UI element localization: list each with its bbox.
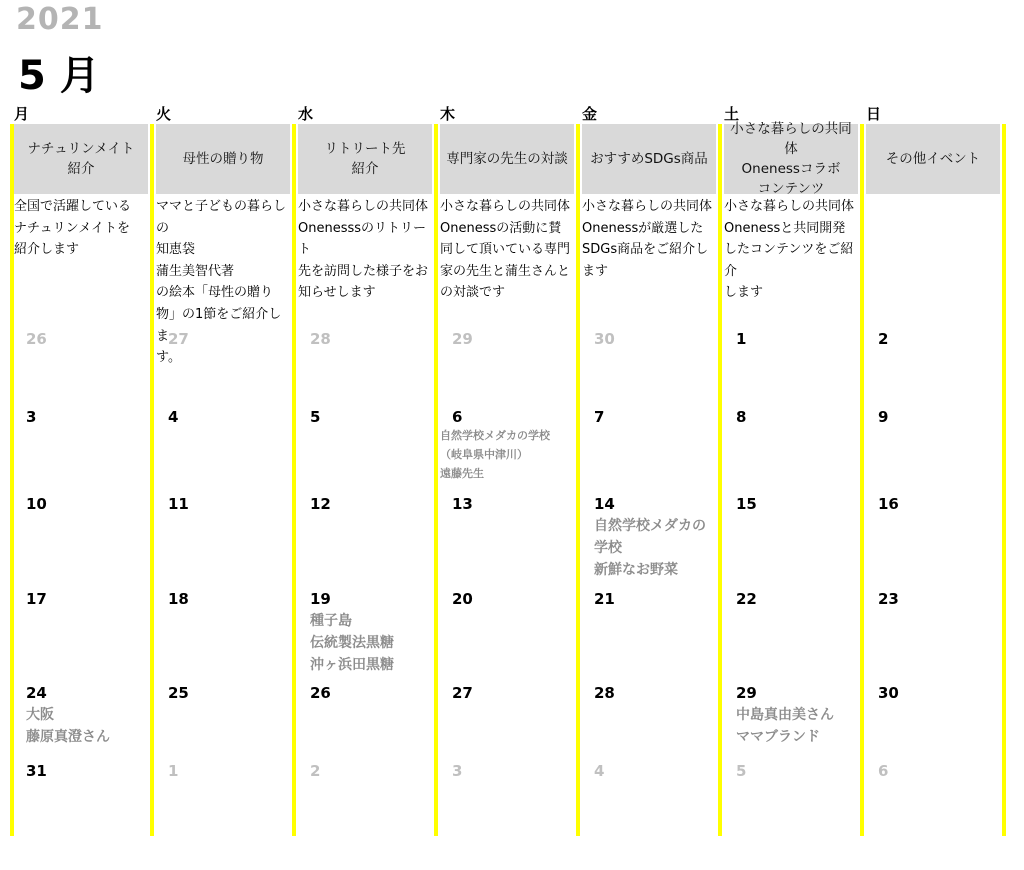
event-note: 種子島 伝統製法黒糖 沖ヶ浜田黒糖 xyxy=(310,613,394,673)
day-number: 27 xyxy=(168,330,189,348)
weekday-label: 土 xyxy=(724,105,740,123)
event-note: 自然学校メダカの学校 （岐阜県中津川） 遠藤先生 xyxy=(440,429,550,480)
day-number: 15 xyxy=(736,495,757,513)
day-number: 24 xyxy=(26,684,47,702)
day-number: 22 xyxy=(736,590,757,608)
day-number: 26 xyxy=(310,684,331,702)
day-number: 5 xyxy=(736,762,747,780)
day-number: 30 xyxy=(878,684,899,702)
day-number: 25 xyxy=(168,684,189,702)
day-number: 7 xyxy=(594,408,605,426)
column-divider xyxy=(576,124,580,836)
day-number: 23 xyxy=(878,590,899,608)
day-number: 21 xyxy=(594,590,615,608)
day-number: 3 xyxy=(452,762,463,780)
category-header: リトリート先 紹介 xyxy=(298,124,432,194)
day-number: 31 xyxy=(26,762,47,780)
event-note: 自然学校メダカの 学校 新鮮なお野菜 xyxy=(594,518,706,578)
category-description: 小さな暮らしの共同体 Onenessの活動に賛 同して頂いている専門 家の先生と蒲生さんと の対談です xyxy=(440,199,571,301)
category-description: ママと子どもの暮らしの 知恵袋 蒲生美智代著 の絵本「母性の贈り 物」の1節をご紹介しま す。 xyxy=(156,199,287,366)
event-note: 大阪 藤原真澄さん xyxy=(26,707,110,745)
day-number: 27 xyxy=(452,684,473,702)
day-number: 2 xyxy=(310,762,321,780)
day-number: 20 xyxy=(452,590,473,608)
weekday-label: 金 xyxy=(582,105,598,123)
category-header: 小さな暮らしの共同体 Onenessコラボ コンテンツ xyxy=(724,124,858,194)
day-number: 13 xyxy=(452,495,473,513)
category-header: その他イベント xyxy=(866,124,1000,194)
day-number: 6 xyxy=(878,762,889,780)
month-title: 5 月 xyxy=(18,53,100,99)
category-header: ナチュリンメイト 紹介 xyxy=(14,124,148,194)
day-number: 17 xyxy=(26,590,47,608)
category-description: 小さな暮らしの共同体 Onenessと共同開発 したコンテンツをご紹介 します xyxy=(724,199,855,301)
column-divider xyxy=(860,124,864,836)
column-divider xyxy=(434,124,438,836)
category-description: 小さな暮らしの共同体 Onenessが厳選した SDGs商品をご紹介し ます xyxy=(582,199,713,279)
day-number: 3 xyxy=(26,408,37,426)
column-divider xyxy=(150,124,154,836)
day-number: 5 xyxy=(310,408,321,426)
day-number: 28 xyxy=(594,684,615,702)
weekday-label: 火 xyxy=(156,105,172,123)
day-number: 4 xyxy=(168,408,179,426)
category-description: 小さな暮らしの共同体 Onenesssのリトリート 先を訪問した様子をお 知らせします xyxy=(298,199,429,301)
weekday-label: 木 xyxy=(440,105,456,123)
category-description: 全国で活躍している ナチュリンメイトを 紹介します xyxy=(14,199,132,258)
day-number: 11 xyxy=(168,495,189,513)
category-header: 専門家の先生の対談 xyxy=(440,124,574,194)
category-header: 母性の贈り物 xyxy=(156,124,290,194)
day-number: 14 xyxy=(594,495,615,513)
day-number: 26 xyxy=(26,330,47,348)
day-number: 4 xyxy=(594,762,605,780)
column-divider xyxy=(1002,124,1006,836)
category-header: おすすめSDGs商品 xyxy=(582,124,716,194)
year-label: 2021 xyxy=(16,2,104,37)
column-divider xyxy=(718,124,722,836)
day-number: 10 xyxy=(26,495,47,513)
weekday-label: 日 xyxy=(866,105,882,123)
day-number: 1 xyxy=(736,330,747,348)
day-number: 29 xyxy=(736,684,757,702)
column-divider xyxy=(292,124,296,836)
day-number: 2 xyxy=(878,330,889,348)
weekday-label: 月 xyxy=(14,105,30,123)
day-number: 16 xyxy=(878,495,899,513)
day-number: 6 xyxy=(452,408,463,426)
day-number: 12 xyxy=(310,495,331,513)
day-number: 19 xyxy=(310,590,331,608)
day-number: 30 xyxy=(594,330,615,348)
event-note: 中島真由美さん ママブランド xyxy=(736,707,834,745)
day-number: 1 xyxy=(168,762,179,780)
day-number: 8 xyxy=(736,408,747,426)
day-number: 28 xyxy=(310,330,331,348)
day-number: 18 xyxy=(168,590,189,608)
weekday-label: 水 xyxy=(298,105,314,123)
day-number: 29 xyxy=(452,330,473,348)
day-number: 9 xyxy=(878,408,889,426)
